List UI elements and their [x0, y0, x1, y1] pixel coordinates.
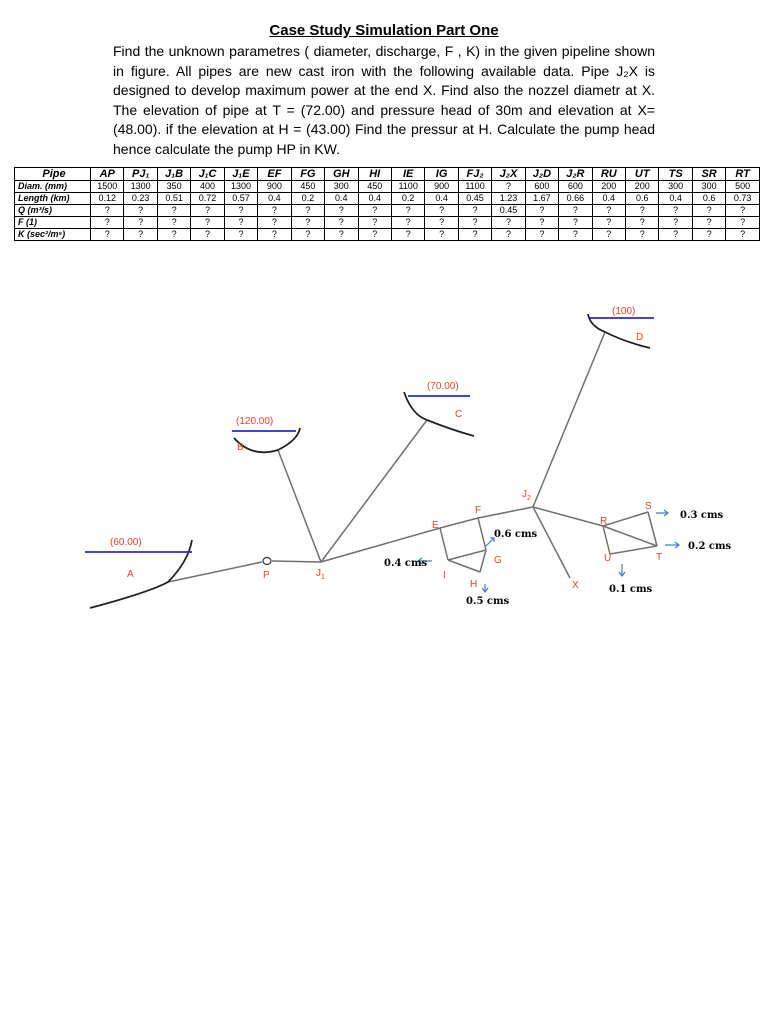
pipe-RU: [603, 526, 610, 554]
table-cell: ?: [124, 217, 157, 229]
table-cell: ?: [692, 205, 725, 217]
diameter-row: [15, 181, 760, 193]
table-cell: ?: [391, 205, 424, 217]
table-cell: 1.67: [525, 193, 558, 205]
row-label: Q (m³/s): [15, 205, 91, 217]
table-cell: 450: [291, 181, 324, 193]
table-cell: ?: [157, 217, 190, 229]
table-cell: 0.51: [157, 193, 190, 205]
pipe-header-cell: PJ₁: [124, 168, 157, 181]
table-cell: ?: [726, 217, 760, 229]
flow-label-S: 0.3 cms: [680, 510, 724, 521]
problem-statement: Find the unknown parametres ( diameter, discharge, F , K) in the given pipeline shown in figure. All pipes are new cast iron with the following available data. Pipe J₂X is designed to develop maximum power at the end X. Find also the nozzel diametr at X. The elevation of pipe at T = (72.00) and pressure head of 30m and elevation at X= (48.00). if the elevation at H = (43.00) Find the pressur at H. Calculate the pump head hence calculate the pump HP in KW.: [113, 43, 655, 157]
flow-label-U: 0.1 cms: [609, 584, 653, 595]
pipe-header-cell: J₁B: [157, 168, 190, 181]
reservoir-D-elevation: (100): [612, 306, 636, 317]
pipe-header-cell: UT: [626, 168, 659, 181]
pipe-IG: [448, 550, 486, 560]
table-cell: ?: [692, 229, 725, 241]
table-cell: ?: [458, 229, 491, 241]
table-cell: 600: [525, 181, 558, 193]
discharge-row: [15, 205, 760, 217]
friction-row: [15, 217, 760, 229]
table-cell: ?: [258, 205, 291, 217]
table-cell: ?: [325, 205, 358, 217]
reservoir-A-wall: [90, 540, 192, 608]
node-J1-label: $J_1$: [316, 568, 325, 581]
table-cell: ?: [525, 229, 558, 241]
table-cell: ?: [157, 205, 190, 217]
arrow-G-out-icon: [486, 538, 494, 546]
table-cell: ?: [592, 205, 625, 217]
pipe-IE: [440, 528, 448, 560]
table-cell: ?: [124, 205, 157, 217]
table-cell: ?: [191, 205, 224, 217]
table-cell: 0.2: [291, 193, 324, 205]
pipe-header-cell: FJ₂: [458, 168, 491, 181]
table-cell: ?: [692, 217, 725, 229]
node-labels: [110, 306, 662, 591]
table-cell: 1100: [391, 181, 424, 193]
table-cell: 0.6: [626, 193, 659, 205]
flow-label-T: 0.2 cms: [688, 541, 732, 552]
table-cell: ?: [525, 205, 558, 217]
pipes: [168, 332, 657, 582]
table-cell: 1300: [124, 181, 157, 193]
node-E-label: E: [432, 520, 439, 531]
table-cell: 0.6: [692, 193, 725, 205]
pipe-RS: [603, 512, 648, 526]
pipe-header-cell: RU: [592, 168, 625, 181]
table-cell: 0.4: [325, 193, 358, 205]
length-row: [15, 193, 760, 205]
reservoir-B-elevation: (120.00): [236, 416, 274, 427]
table-cell: 1500: [91, 181, 124, 193]
pipe-ST: [648, 512, 657, 546]
table-cell: ?: [258, 229, 291, 241]
node-J2-label: $J_2$: [522, 489, 531, 502]
table-cell: ?: [592, 217, 625, 229]
flow-label-I: 0.4 cms: [384, 558, 428, 569]
table-cell: 900: [425, 181, 458, 193]
table-cell: ?: [726, 205, 760, 217]
pipe-J2D: [533, 332, 605, 507]
table-cell: ?: [91, 205, 124, 217]
row-label: K (sec²/m⁵): [15, 229, 91, 241]
table-cell: ?: [191, 217, 224, 229]
pump-symbol: [263, 558, 271, 565]
pipe-header-cell: J₁C: [191, 168, 224, 181]
table-cell: ?: [425, 205, 458, 217]
pipe-HI: [448, 560, 480, 572]
row-label: Pipe: [15, 168, 91, 181]
table-cell: ?: [626, 229, 659, 241]
table-cell: ?: [325, 217, 358, 229]
table-cell: 300: [659, 181, 692, 193]
pipe-header-cell: RT: [726, 168, 760, 181]
table-cell: ?: [492, 217, 525, 229]
reservoir-C-label: C: [455, 409, 463, 420]
node-T-label: T: [656, 552, 663, 563]
pipe-header-cell: FG: [291, 168, 324, 181]
flow-label-H: 0.5 cms: [466, 596, 510, 607]
pipe-header-cell: SR: [692, 168, 725, 181]
table-cell: ?: [492, 181, 525, 193]
table-cell: 0.73: [726, 193, 760, 205]
table-cell: 0.4: [592, 193, 625, 205]
table-cell: 0.45: [492, 205, 525, 217]
table-cell: 350: [157, 181, 190, 193]
reservoir-C-elevation: (70.00): [427, 381, 459, 392]
table-cell: ?: [525, 217, 558, 229]
table-cell: ?: [291, 205, 324, 217]
table-cell: 300: [692, 181, 725, 193]
table-cell: 450: [358, 181, 391, 193]
table-cell: ?: [726, 229, 760, 241]
header-row: [15, 168, 760, 181]
table-cell: ?: [458, 205, 491, 217]
node-I-label: I: [443, 570, 446, 581]
flow-label-F: 0.6 cms: [494, 529, 538, 540]
table-cell: ?: [458, 217, 491, 229]
table-cell: 1.23: [492, 193, 525, 205]
table-cell: ?: [224, 217, 257, 229]
page-title: Case Study Simulation Part One: [269, 22, 499, 39]
table-cell: ?: [659, 205, 692, 217]
node-R-label: R: [600, 516, 608, 527]
node-H-label: H: [470, 579, 478, 590]
table-cell: 0.12: [91, 193, 124, 205]
table-cell: ?: [157, 229, 190, 241]
pipe-header-cell: TS: [659, 168, 692, 181]
table-cell: ?: [592, 229, 625, 241]
pipe-FJ2: [478, 507, 533, 518]
table-cell: 0.23: [124, 193, 157, 205]
reservoir-C-wall: [404, 392, 474, 436]
node-F-label: F: [475, 505, 482, 516]
table-cell: 0.4: [425, 193, 458, 205]
table-cell: ?: [291, 217, 324, 229]
pipe-J2R: [533, 507, 603, 526]
node-P-label: P: [263, 570, 270, 581]
table-cell: ?: [91, 217, 124, 229]
table-cell: ?: [391, 229, 424, 241]
table-cell: 600: [559, 181, 592, 193]
table-cell: ?: [258, 217, 291, 229]
pipe-header-cell: J₂R: [559, 168, 592, 181]
row-label: F (1): [15, 217, 91, 229]
table-cell: 900: [258, 181, 291, 193]
row-label: Diam. (mm): [15, 181, 91, 193]
arrow-H-out-icon: [482, 584, 488, 592]
reservoir-D-label: D: [636, 332, 644, 343]
pipe-GH: [480, 550, 486, 572]
table-cell: ?: [358, 229, 391, 241]
node-X-label: X: [572, 580, 579, 591]
table-cell: 0.4: [358, 193, 391, 205]
table-cell: 0.45: [458, 193, 491, 205]
table-cell: 0.4: [258, 193, 291, 205]
table-cell: 0.2: [391, 193, 424, 205]
table-cell: 0.72: [191, 193, 224, 205]
reservoir-A-label: A: [127, 569, 134, 580]
pipe-EF: [440, 518, 478, 528]
pipe-RT: [603, 526, 657, 546]
table-cell: ?: [425, 217, 458, 229]
table-cell: 200: [626, 181, 659, 193]
pipe-header-cell: IG: [425, 168, 458, 181]
table-cell: 1300: [224, 181, 257, 193]
table-cell: ?: [358, 217, 391, 229]
table-cell: 500: [726, 181, 760, 193]
table-cell: 300: [325, 181, 358, 193]
pipe-J1C: [321, 420, 427, 562]
table-cell: 0.57: [224, 193, 257, 205]
pipe-header-cell: HI: [358, 168, 391, 181]
pipe-header-cell: IE: [391, 168, 424, 181]
pipe-header-cell: EF: [258, 168, 291, 181]
table-cell: 200: [592, 181, 625, 193]
arrow-T-out-icon: [665, 542, 679, 548]
pipe-header-cell: GH: [325, 168, 358, 181]
table-cell: 0.66: [559, 193, 592, 205]
arrow-U-out-icon: [619, 564, 625, 576]
table-cell: ?: [425, 229, 458, 241]
pipe-header-cell: AP: [91, 168, 124, 181]
outflow-arrows: [418, 510, 679, 592]
table-cell: ?: [559, 229, 592, 241]
reservoir-walls: [90, 314, 650, 608]
pipe-J1B: [278, 450, 321, 562]
table-cell: ?: [559, 217, 592, 229]
table-cell: ?: [91, 229, 124, 241]
table-cell: ?: [659, 229, 692, 241]
table-cell: ?: [391, 217, 424, 229]
table-cell: ?: [191, 229, 224, 241]
table-cell: ?: [626, 217, 659, 229]
table-cell: ?: [325, 229, 358, 241]
table-cell: ?: [124, 229, 157, 241]
table-cell: 0.4: [659, 193, 692, 205]
pipe-header-cell: J₂X: [492, 168, 525, 181]
table-cell: ?: [224, 205, 257, 217]
table-cell: 400: [191, 181, 224, 193]
reservoir-B-label: B: [237, 442, 244, 453]
node-G-label: G: [494, 555, 502, 566]
pipe-header-cell: J₂D: [525, 168, 558, 181]
table-cell: ?: [224, 229, 257, 241]
pipe-J2X: [533, 507, 570, 578]
pipe-data-table: [14, 167, 760, 241]
pipe-UT: [610, 546, 657, 554]
node-S-label: S: [645, 501, 652, 512]
table-cell: ?: [291, 229, 324, 241]
pipeline-network-diagram: [0, 290, 768, 620]
row-label: Length (km): [15, 193, 91, 205]
table-cell: ?: [559, 205, 592, 217]
pipe-FG: [478, 518, 486, 550]
table-cell: ?: [492, 229, 525, 241]
node-U-label: U: [604, 553, 612, 564]
table-cell: ?: [659, 217, 692, 229]
arrow-S-out-icon: [656, 510, 668, 516]
table-cell: ?: [358, 205, 391, 217]
table-cell: 1100: [458, 181, 491, 193]
pipe-J1E: [321, 528, 440, 562]
pipe-header-cell: J₁E: [224, 168, 257, 181]
k-row: [15, 229, 760, 241]
pipe-PJ1: [272, 561, 321, 562]
table-cell: ?: [626, 205, 659, 217]
reservoir-A-elevation: (60.00): [110, 537, 142, 548]
